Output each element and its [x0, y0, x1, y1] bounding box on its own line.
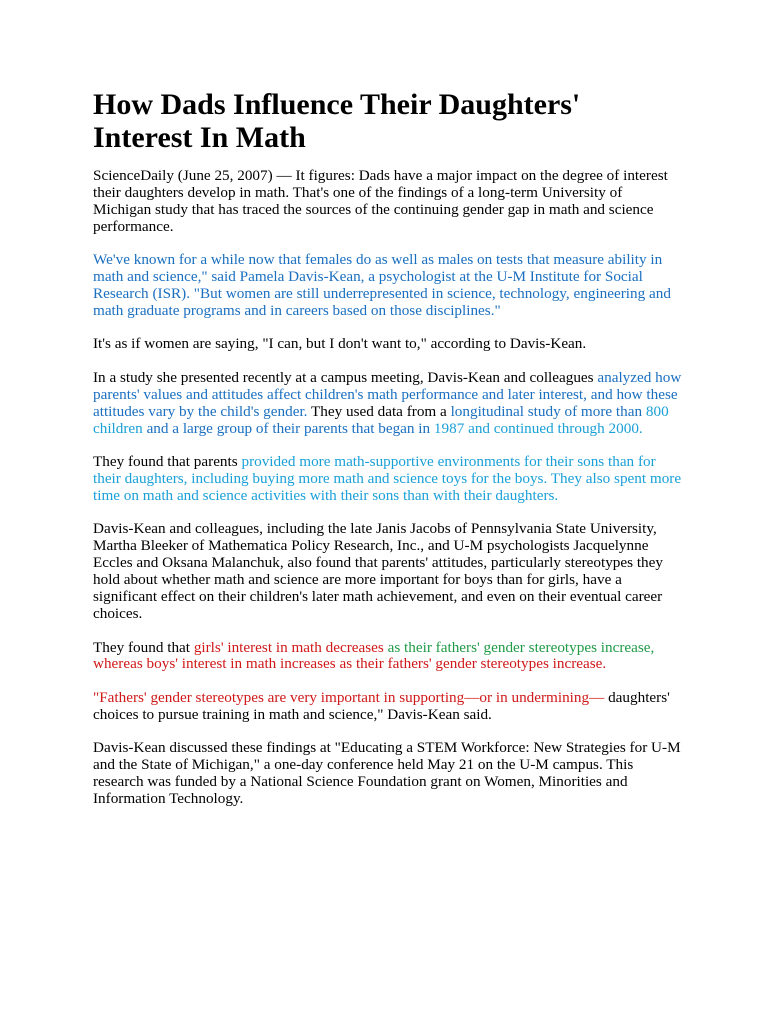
article-title: How Dads Influence Their Daughters' Interest In Math: [93, 88, 581, 154]
text-segment: Davis-Kean and colleagues, including the late Janis Jacobs of Pennsylvania State University, Martha Bleeker of Mathematica Policy Research, Inc., and U-M psychologists Jacquelynne Eccles and Oksana Malanchuk, also found that parents' attitudes, particularly stereotypes they hold about whether math and science are more important for boys than for girls, have a significant effect on their children's later math achievement, and even on their eventual career choices.: [93, 520, 663, 622]
paragraph-intro: [93, 168, 683, 236]
text-segment: Davis-Kean discussed these findings at "Educating a STEM Workforce: New Strategies for U-M and the State of Michigan," a one-day conference held May 21 on the U-M campus. This research was funded by a National Science Foundation grant on Women, Minorities and Information Technology.: [93, 739, 681, 808]
text-segment: They found that: [93, 638, 194, 656]
paragraph-i-can: [93, 336, 683, 353]
text-segment: We've known for a while now that females do as well as males on tests that measure ability in math and science," said Pamela Davis-Kean, a psychologist at the U-M Institute for Social Research (ISR). "But women are still underrepresented in science, technology, engineering and math graduate programs and in careers based on those disciplines.": [93, 251, 671, 319]
text-segment: It's as if women are saying, "I can, but I don't want to," according to Davis-Kean.: [93, 335, 587, 353]
text-segment: as their fathers' gender stereotypes increase,: [383, 638, 655, 656]
text-segment: whereas boys' interest in math increases as their fathers' gender stereotypes increase.: [93, 655, 607, 673]
text-segment: provided more math-supportive environments for their sons than for their daughters, including buying more math and science toys for the boys. They also spent more time on math and science activities with their sons than with their daughters.: [93, 453, 682, 504]
paragraph-stereotypes: [93, 640, 683, 674]
text-segment: and a large group of their parents that began in: [142, 419, 434, 437]
text-segment: 800 children: [93, 402, 669, 437]
text-segment: They used data from a: [307, 402, 451, 420]
paragraph-quote-davis-kean: [93, 252, 683, 320]
text-segment: girls' interest in math decreases: [193, 638, 384, 656]
paragraph-conference: [93, 740, 683, 808]
text-segment: analyzed how parents' values and attitudes affect children's math performance and later interest, and how these attitudes vary by the child's gender.: [93, 368, 682, 420]
paragraph-parents-found: [93, 454, 683, 505]
paragraph-fathers-quote: [93, 690, 683, 724]
text-segment: "Fathers' gender stereotypes are very important in supporting—or in undermining—: [93, 688, 605, 706]
text-segment: ScienceDaily (June 25, 2007) — It figures: Dads have a major impact on the degree of interest their daughters develop in math. That's one of the findings of a long-term University of Michigan study that has traced the sources of the continuing gender gap in math and science performance.: [93, 167, 668, 235]
text-segment: daughters' choices to pursue training in math and science," Davis-Kean said.: [93, 688, 670, 723]
text-segment: In a study she presented recently at a campus meeting, Davis-Kean and colleagues: [93, 368, 598, 386]
paragraph-study: [93, 370, 683, 438]
paragraph-colleagues: [93, 521, 683, 622]
text-segment: longitudinal study of more than: [450, 402, 643, 420]
text-segment: They found that parents: [93, 453, 242, 471]
text-segment: 1987 and continued through 2000.: [433, 419, 643, 437]
